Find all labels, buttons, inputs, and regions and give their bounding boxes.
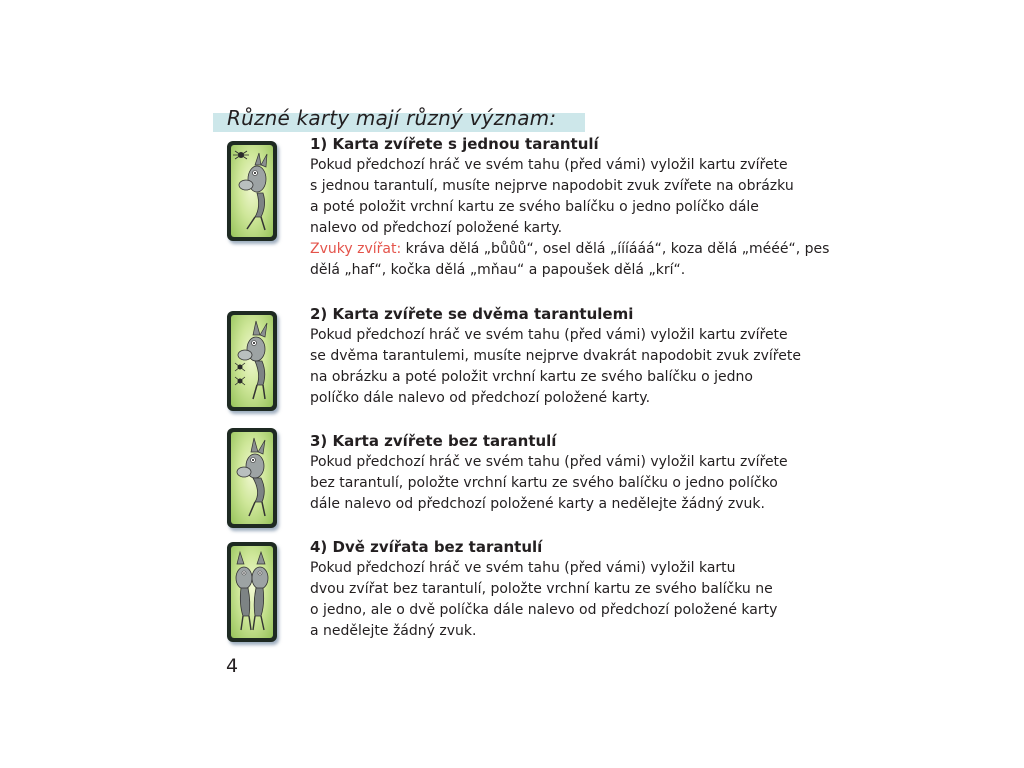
section-text-line: Pokud předchozí hráč ve svém tahu (před vámi) vyložil kartu zvířete	[310, 157, 788, 173]
section-text-line: Pokud předchozí hráč ve svém tahu (před vámi) vyložil kartu zvířete	[310, 327, 788, 343]
section-text-line: s jednou tarantulí, musíte nejprve napodobit zvuk zvířete na obrázku	[310, 178, 794, 194]
section-text-line: dále nalevo od předchozí položené karty a nedělejte žádný zvuk.	[310, 496, 765, 512]
donkey-no-tarantula-card-icon	[227, 428, 277, 528]
donkey-one-tarantula-card-icon	[227, 141, 277, 241]
section-text-line: políčko dále nalevo od předchozí položené karty.	[310, 390, 651, 406]
animal-sounds-line	[310, 239, 830, 260]
donkey-two-tarantulas-card-icon	[227, 311, 277, 411]
section-title: 2) Karta zvířete se dvěma tarantulemi	[310, 305, 634, 323]
section-text-line: bez tarantulí, položte vrchní kartu ze svého balíčku o jedno políčko	[310, 475, 778, 491]
section-one-tarantula	[310, 134, 830, 281]
section-title: 4) Dvě zvířata bez tarantulí	[310, 538, 543, 556]
section-text-line: a nedělejte žádný zvuk.	[310, 623, 477, 639]
section-no-tarantula	[310, 431, 810, 515]
section-title: 3) Karta zvířete bez tarantulí	[310, 432, 557, 450]
page-heading: Různé karty mají různý význam:	[227, 106, 557, 130]
two-donkeys-card-icon	[227, 542, 277, 642]
section-text-line: o jedno, ale o dvě políčka dále nalevo od předchozí položené karty	[310, 602, 778, 618]
section-text-line: nalevo od předchozí položené karty.	[310, 220, 563, 236]
section-text-line: Pokud předchozí hráč ve svém tahu (před vámi) vyložil kartu	[310, 560, 736, 576]
animal-sounds-line-2: dělá „haf“, kočka dělá „mňau“ a papoušek dělá „krí“.	[310, 262, 686, 278]
animal-sounds-label: Zvuky zvířat:	[310, 241, 402, 257]
section-two-animals	[310, 537, 810, 642]
section-text-line: se dvěma tarantulemi, musíte nejprve dvakrát napodobit zvuk zvířete	[310, 348, 801, 364]
page-number: 4	[226, 655, 239, 677]
animal-sounds-text: kráva dělá „bůůů“, osel dělá „íííááá“, koza dělá „mééé“, pes	[401, 241, 830, 257]
section-text-line: Pokud předchozí hráč ve svém tahu (před vámi) vyložil kartu zvířete	[310, 454, 788, 470]
section-title: 1) Karta zvířete s jednou tarantulí	[310, 135, 599, 153]
section-two-tarantulas	[310, 304, 810, 409]
section-text-line: a poté položit vrchní kartu ze svého balíčku o jedno políčko dále	[310, 199, 759, 215]
section-text-line: na obrázku a poté položit vrchní kartu ze svého balíčku o jedno	[310, 369, 753, 385]
section-text-line: dvou zvířat bez tarantulí, položte vrchní kartu ze svého balíčku ne	[310, 581, 773, 597]
